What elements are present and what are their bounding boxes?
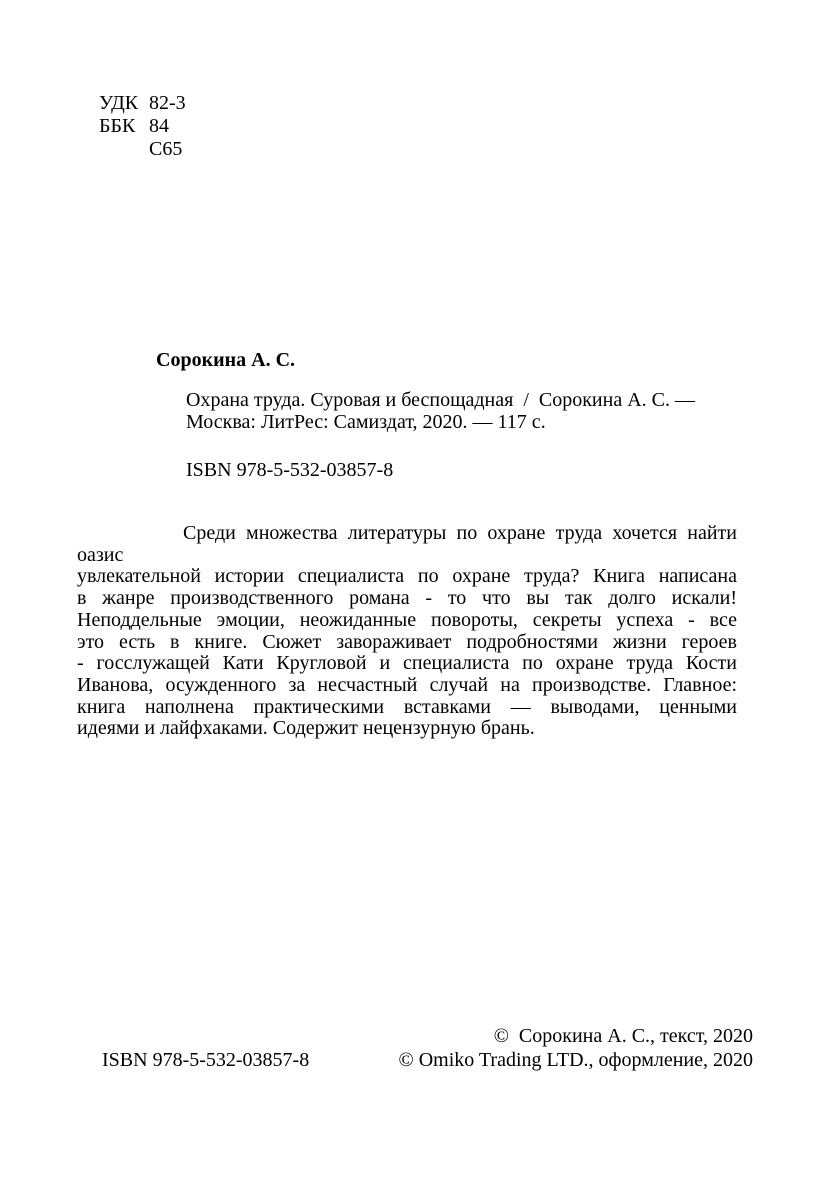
- annotation-line: в жанре производственного романа - то что вы так долго искали!: [77, 587, 737, 610]
- annotation-line: книга наполнена практическими вставками — выводами, ценными: [77, 695, 737, 718]
- annotation-line: Иванова, осужденного за несчастный случай на производстве. Главное:: [77, 673, 737, 696]
- isbn-line: ISBN 978-5-532-03857-8: [186, 459, 394, 481]
- author-sign-spacer: [99, 138, 149, 161]
- bib-line: Москва: ЛитРес: Самиздат, 2020. — 117 с.: [186, 410, 546, 433]
- bbk-value: 84: [149, 115, 169, 137]
- copyright-design-line: © Omiko Trading LTD., оформление, 2020: [398, 1049, 753, 1071]
- annotation-line: увлекательной истории специалиста по охране труда? Книга написана: [77, 565, 737, 588]
- author-heading: Сорокина А. С.: [156, 349, 296, 371]
- bibliographic-record: [186, 390, 746, 433]
- copyright-block: [399, 1024, 754, 1072]
- annotation-line: Среди множества литературы по охране труда хочется найти оазис: [77, 522, 737, 566]
- udk-label: УДК: [99, 92, 139, 114]
- bib-line: Охрана труда. Суровая и беспощадная / Сорокина А. С. —: [186, 389, 695, 411]
- annotation-line: Неподдельные эмоции, неожиданные повороты, секреты успеха - все: [77, 608, 737, 631]
- footer-isbn: ISBN 978-5-532-03857-8: [102, 1049, 310, 1071]
- annotation-paragraph: [77, 523, 737, 740]
- author-sign: С65: [149, 138, 183, 160]
- udk-value: 82-3: [149, 92, 186, 114]
- classification-block: [99, 92, 186, 161]
- annotation-line: - госслужащей Кати Кругловой и специалиста по охране труда Кости: [77, 652, 737, 675]
- udk-row: [99, 92, 186, 115]
- author-sign-row: [99, 138, 186, 161]
- annotation-line: это есть в книге. Сюжет завораживает подробностями жизни героев: [77, 630, 737, 653]
- copyright-text-line: © Сорокина А. С., текст, 2020: [493, 1025, 753, 1047]
- bbk-row: [99, 115, 186, 138]
- annotation-line: идеями и лайфхаками. Содержит нецензурную брань.: [77, 717, 535, 740]
- bbk-label: ББК: [99, 115, 136, 137]
